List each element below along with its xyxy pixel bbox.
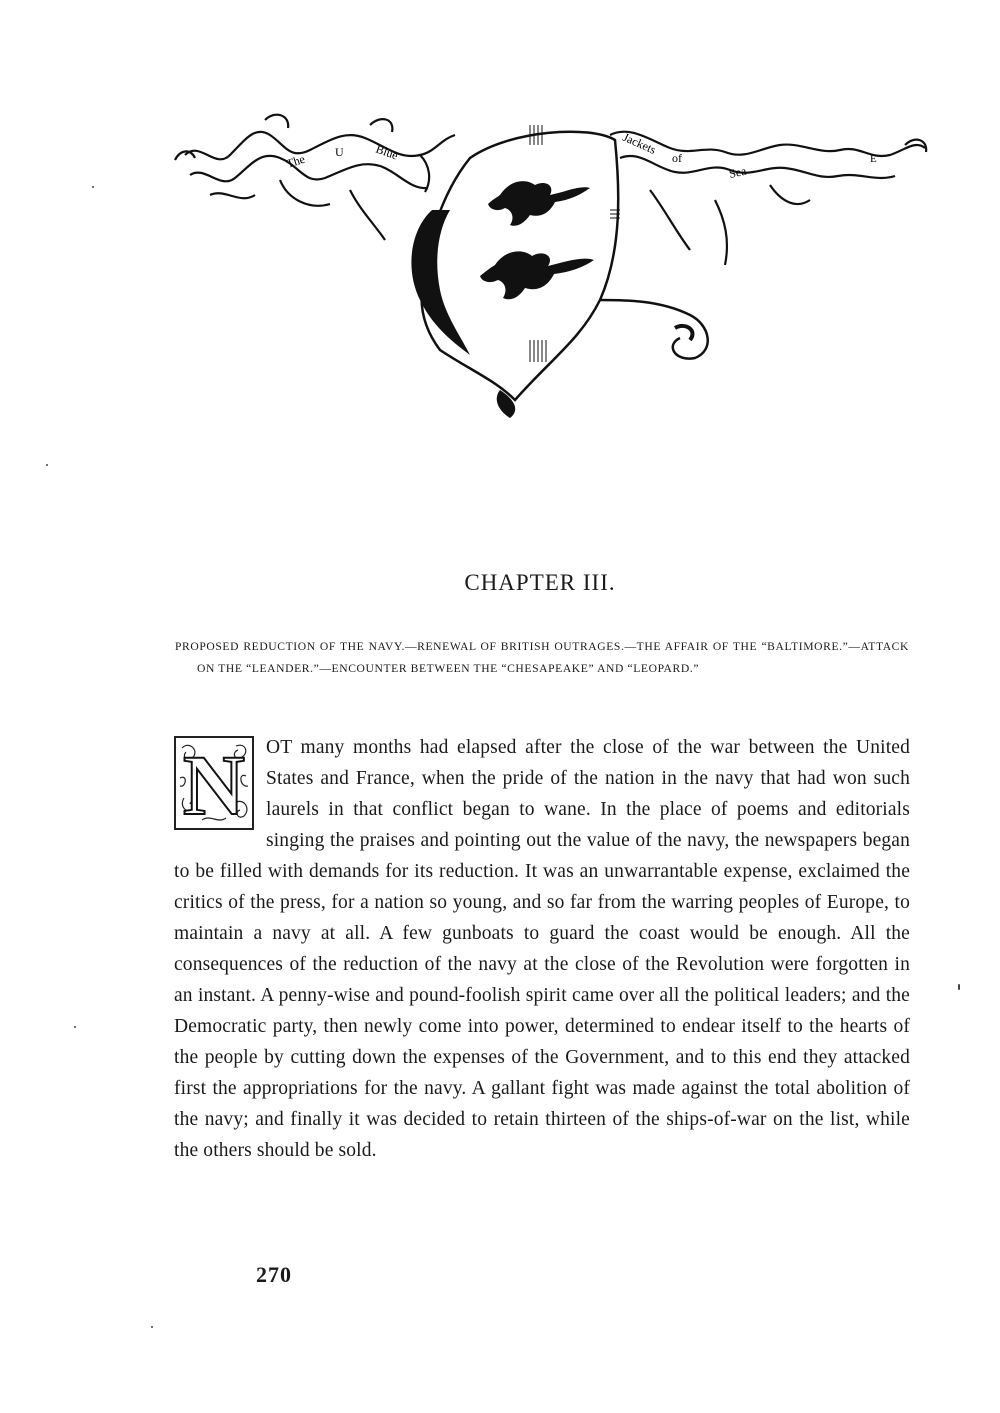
banner-word-of: of (672, 151, 682, 165)
drop-cap-letter: N (182, 737, 246, 830)
headpiece-illustration (170, 100, 930, 420)
body-text: OT many months had elapsed after the close of the war between the United States and France, when the pride of the nation in the navy that had won such laurels in that conflict began to wane. In the place of poems and editorials singing the praises and pointing out the value of the navy, the newspapers began to be filled with demands for its reduction. It was an unwarrantable expense, exclaimed the critics of the press, for a nation so young, and so far from the warring peoples of Europe, to maintain a navy at all. A few gunboats to guard the coast would be enough. All the consequences of the reduction of the navy at the close of the Revolution were forgotten in an instant. A penny-wise and pound-foolish spirit came over all the political leaders; and the Democratic party, then newly come into power, determined to endear itself to the hearts of the people by cutting down the expenses of the Government, and to this end they attacked first the appropriations for the navy. A gallant fight was made against the total abolition of the navy; and finally it was decided to retain thirteen of the ships-of-war on the list, while the others should be sold. (174, 737, 910, 1161)
scan-speck (46, 464, 48, 466)
banner-word-u: U (335, 145, 344, 159)
body-paragraph (174, 732, 910, 1166)
scan-speck (92, 186, 94, 188)
banner-word-jackets: Jackets (620, 129, 659, 157)
banner-word-sea: Sea (727, 163, 748, 181)
scan-speck (151, 1326, 153, 1328)
banner-word-e: E (870, 153, 877, 165)
chapter-title: CHAPTER III. (464, 570, 616, 595)
left-ribbon (175, 115, 455, 240)
banner-word-the: The (284, 151, 307, 171)
page-number: 270 (256, 1262, 292, 1287)
chapter-synopsis: PROPOSED REDUCTION OF THE NAVY.—RENEWAL OF BRITISH OUTRAGES.—THE AFFAIR OF THE “BALTIMORE.”—ATTACK ON THE “LEANDER.”—ENCOUNTER BETWEEN THE “CHESAPEAKE” AND “LEOPARD.” (175, 640, 909, 675)
scan-speck (958, 984, 960, 990)
right-ribbon (610, 129, 926, 265)
drop-cap (174, 736, 254, 830)
scan-speck (74, 1026, 76, 1028)
banner-word-blue: Blue (373, 141, 401, 163)
